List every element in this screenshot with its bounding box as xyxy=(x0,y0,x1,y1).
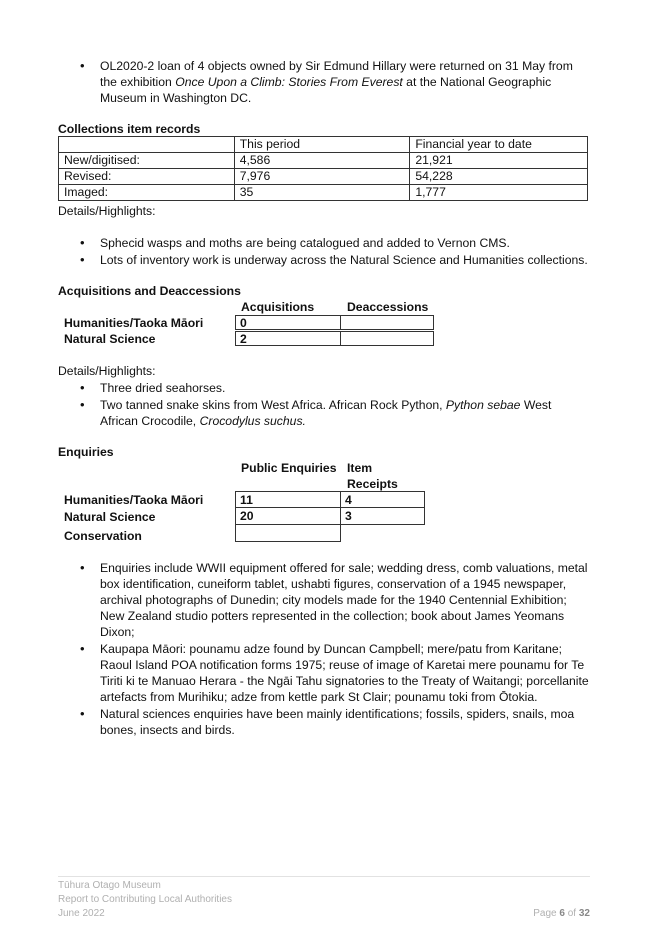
row-label: Humanities/Taoka Māori xyxy=(64,316,204,330)
deaccessions-value xyxy=(340,331,434,346)
list-item: • Natural sciences enquiries have been mainly identifications; fossils, spiders, snails, moa bones, insects and birds. xyxy=(58,706,590,738)
collections-bullets xyxy=(58,235,590,269)
list-item xyxy=(58,397,590,429)
collections-heading: Collections item records xyxy=(58,122,201,136)
snake-text-2: West African Crocodile, xyxy=(100,398,552,428)
page-footer xyxy=(58,876,590,921)
public-enquiries-col-header: Public Enquiries xyxy=(241,461,337,475)
period-value: 4,586 xyxy=(234,153,410,169)
row-label: New/digitised: xyxy=(59,153,235,169)
ytd-value: 1,777 xyxy=(410,185,588,201)
list-item: • Sphecid wasps and moths are being catalogued and added to Vernon CMS. xyxy=(58,235,590,251)
period-value: 35 xyxy=(234,185,410,201)
table-row xyxy=(59,153,588,169)
row-label: Imaged: xyxy=(59,185,235,201)
public-enquiries-value: 20 xyxy=(235,507,341,525)
collections-table xyxy=(58,136,588,201)
footer-date: June 2022 xyxy=(58,908,105,919)
deaccessions-value xyxy=(340,315,434,330)
intro-bullet-block xyxy=(58,58,590,107)
period-value: 7,976 xyxy=(234,169,410,185)
crocodile-species: Crocodylus suchus. xyxy=(199,414,306,428)
row-label: Natural Science xyxy=(64,332,156,346)
item-receipts-value: 3 xyxy=(340,507,425,525)
exhibition-title: Once Upon a Climb: Stories From Everest xyxy=(175,75,403,89)
list-item: • Enquiries include WWII equipment offered for sale; wedding dress, comb valuations, metal box identification, cuneiform tablet, ushabti figures, conservation of a 1945 newspaper, archival photographs of Dunedin; city models made for the 1940 Centennial Exhibition; New Zealand studio potters represented in the collection; book about James Yeomans Dixon; xyxy=(58,560,590,640)
list-item: • Three dried seahorses. xyxy=(58,380,590,396)
acquisitions-details-label: Details/Highlights: xyxy=(58,364,156,378)
page-number xyxy=(533,907,590,921)
deaccessions-col-header: Deaccessions xyxy=(347,300,429,314)
table-header-cell xyxy=(59,137,235,153)
item-receipts-value: 4 xyxy=(340,491,425,508)
footer-org: Tūhura Otago Museum xyxy=(58,880,161,891)
acquisitions-bullets xyxy=(58,380,590,430)
item-receipts-col-header-line2: Receipts xyxy=(347,477,398,491)
intro-text-1: OL2020-2 loan of 4 objects owned by Sir Edmund Hillary were returned on 31 May from the exhibition xyxy=(100,59,573,89)
public-enquiries-value: 11 xyxy=(235,491,341,508)
row-label: Revised: xyxy=(59,169,235,185)
row-label: Natural Science xyxy=(64,510,156,524)
page-current: 6 xyxy=(559,908,565,919)
table-header-row xyxy=(59,137,588,153)
table-header-cell: This period xyxy=(234,137,410,153)
list-item: • Lots of inventory work is underway across the Natural Science and Humanities collections. xyxy=(58,252,590,268)
footer-report-title: Report to Contributing Local Authorities xyxy=(58,894,232,905)
enquiries-bullets xyxy=(58,560,590,739)
ytd-value: 54,228 xyxy=(410,169,588,185)
table-header-cell: Financial year to date xyxy=(410,137,588,153)
table-row xyxy=(59,169,588,185)
list-item: • Kaupapa Māori: pounamu adze found by Duncan Campbell; mere/patu from Karitane; Raoul Island POA notification forms 1975; reuse of image of Karetai mere pounamu for Te Tiriti ki te Manuao Herara - the Ngāi Tahu signatories to the Treaty of Waitangi; porcellanite artefacts from Murihiku; adze from kettle park St Clair; pounamu toki from Ōtokia. xyxy=(58,641,590,705)
item-receipts-col-header-line1: Item xyxy=(347,461,373,475)
collections-details-label: Details/Highlights: xyxy=(58,204,156,218)
enquiries-heading: Enquiries xyxy=(58,445,114,459)
intro-bullet xyxy=(58,58,590,106)
table-row xyxy=(59,185,588,201)
page-total: 32 xyxy=(578,908,590,919)
acquisitions-value: 0 xyxy=(235,315,341,330)
row-label: Conservation xyxy=(64,529,142,543)
snake-text-1: Two tanned snake skins from West Africa. African Rock Python, xyxy=(100,398,446,412)
ytd-value: 21,921 xyxy=(410,153,588,169)
row-label: Humanities/Taoka Māori xyxy=(64,493,204,507)
page-mid: of xyxy=(564,908,579,919)
page-prefix: Page xyxy=(533,908,560,919)
acquisitions-heading: Acquisitions and Deaccessions xyxy=(58,284,241,298)
acquisitions-value: 2 xyxy=(235,331,341,346)
intro-text-2: at the National Geographic Museum in Washington DC. xyxy=(100,75,552,105)
acquisitions-col-header: Acquisitions xyxy=(241,300,315,314)
conservation-value xyxy=(235,524,341,542)
python-species: Python sebae xyxy=(445,398,521,412)
